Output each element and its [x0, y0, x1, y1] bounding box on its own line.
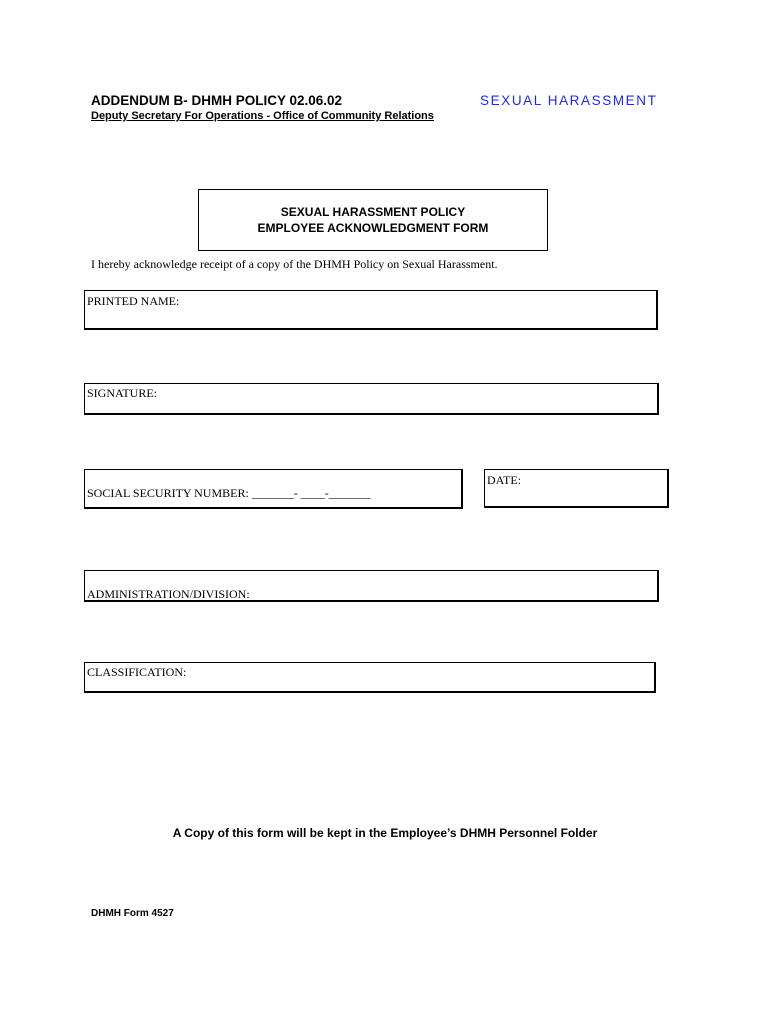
form-title-line-2: EMPLOYEE ACKNOWLEDGMENT FORM: [257, 221, 489, 235]
department-subtitle: Deputy Secretary For Operations - Office of Community Relations: [91, 110, 434, 122]
signature-label: SIGNATURE:: [87, 386, 158, 400]
classification-label: CLASSIFICATION:: [87, 665, 187, 679]
form-title-box: [198, 189, 548, 251]
date-field[interactable]: [484, 469, 669, 508]
administration-division-field[interactable]: [84, 570, 659, 602]
form-title-line-1: SEXUAL HARASSMENT POLICY: [280, 205, 466, 219]
topic-heading: SEXUAL HARASSMENT: [480, 93, 658, 108]
ssn-label: SOCIAL SECURITY NUMBER: _______- ____-_______: [87, 486, 371, 500]
form-number: DHMH Form 4527: [91, 908, 174, 919]
ssn-field[interactable]: [84, 469, 463, 509]
administration-division-label: ADMINISTRATION/DIVISION:: [87, 587, 250, 601]
classification-field[interactable]: [84, 662, 656, 693]
addendum-title: ADDENDUM B- DHMH POLICY 02.06.02: [91, 93, 343, 108]
signature-field[interactable]: [84, 383, 659, 415]
printed-name-label: PRINTED NAME:: [87, 294, 180, 308]
personnel-folder-note: A Copy of this form will be kept in the Employee’s DHMH Personnel Folder: [172, 826, 598, 840]
date-label: DATE:: [487, 473, 521, 487]
printed-name-field[interactable]: [84, 290, 658, 330]
acknowledgment-statement: I hereby acknowledge receipt of a copy of the DHMH Policy on Sexual Harassment.: [91, 257, 498, 271]
